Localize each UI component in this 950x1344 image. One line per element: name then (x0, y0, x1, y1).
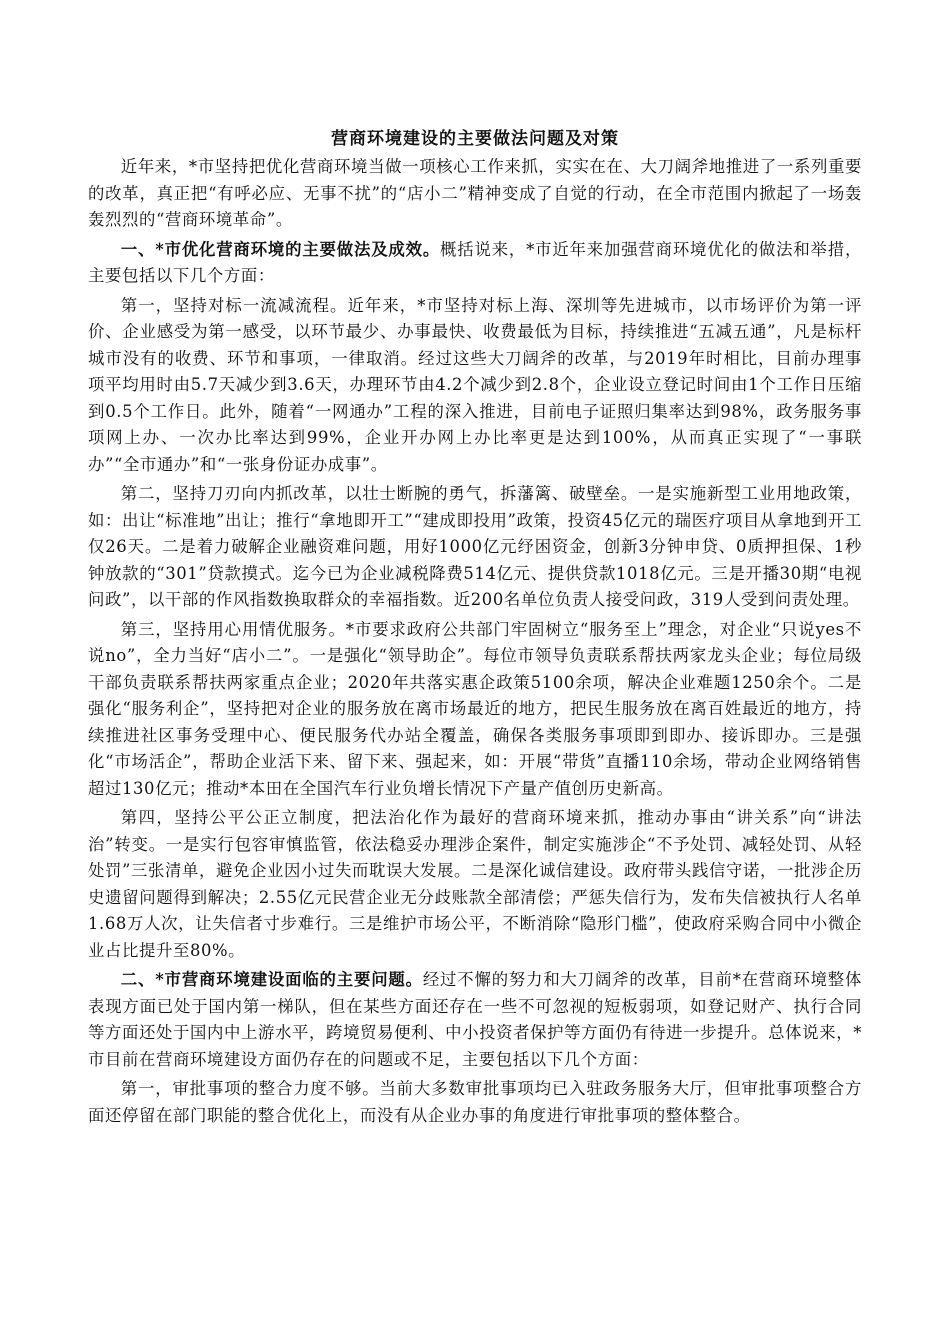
paragraph-text: 第三，坚持用心用情优服务。*市要求政府公共部门牢固树立“服务至上”理念，对企业“只说yes不说no”，全力当好“店小二”。一是强化“领导助企”。每位市领导负责联系帮扶两家龙头企业；每位局级干部负责联系帮扶两家重点企业；2020年共落实惠企政策5100余项，解决企业难题1250余个。二是强化“服务利企”，坚持把对企业的服务放在离市场最近的地方，把民生服务放在离百姓最近的地方，持续推进社区事务受理中心、便民服务代办站全覆盖，确保各类服务事项即到即办、接诉即办。三是强化“市场活企”，帮助企业活下来、留下来、强起来，如：开展“带货”直播110余场，带动企业网络销售超过130亿元；推动*本田在全国汽车行业负增长情况下产量产值创历史新高。 (88, 619, 862, 798)
paragraph-text: 近年来，*市坚持把优化营商环境当做一项核心工作来抓，实实在在、大刀阔斧地推进了一系列重要的改革，真正把“有呼必应、无事不扰”的“店小二”精神变成了自觉的行动，在全市范围内掀起了一场轰轰烈烈的“营商环境革命”。 (88, 157, 862, 229)
document-title: 营商环境建设的主要做法问题及对策 (331, 129, 619, 149)
paragraph-text: 经过不懈的努力和大刀阔斧的改革，目前*在营商环境整体表现方面已处于国内第一梯队，但在某些方面还存在一些不可忽视的短板弱项，如登记财产、执行合同等方面还处于国内中上游水平，跨境贸易便利、中小投资者保护等方面仍有待进一步提升。总体说来，*市目前在营商环境建设方面仍存在的问题或不足，主要包括以下几个方面： (88, 970, 862, 1069)
section-heading-lead: 一、*市优化营商环境的主要做法及成效。 (120, 239, 441, 259)
section-heading-lead: 二、*市营商环境建设面临的主要问题。 (120, 970, 423, 989)
paragraph-second-measure (88, 481, 862, 614)
paragraph-fourth-measure (88, 805, 862, 964)
document-page (88, 126, 862, 1132)
paragraph-text: 概括说来，*市近年来加强营商环境优化的做法和举措，主要包括以下几个方面： (88, 239, 862, 285)
section-heading-one (88, 237, 862, 290)
paragraph-text: 第四，坚持公平公正立制度，把法治化作为最好的营商环境来抓，推动办事由“讲关系”向“讲法治”转变。一是实行包容审慎监管，依法稳妥办理涉企案件，制定实施涉企“不予处罚、减轻处罚、从轻处罚”三张清单，避免企业因小过失而耽误大发展。二是深化诚信建设。政府带头践信守诺，一批涉企历史遗留问题得到解决；2.55亿元民营企业无分歧账款全部清偿；严惩失信行为，发布失信被执行人名单1.68万人次，让失信者寸步难行。三是维护市场公平，不断消除“隐形门槛”，使政府采购合同中小微企业占比提升至80%。 (88, 808, 862, 960)
paragraph-third-measure (88, 617, 862, 803)
paragraph-first-measure (88, 293, 862, 479)
paragraph-text: 第一，审批事项的整合力度不够。当前大多数审批事项均已入驻政务服务大厅，但审批事项整合方面还停留在部门职能的整合优化上，而没有从企业办事的角度进行审批事项的整体整合。 (88, 1079, 862, 1125)
paragraph-intro (88, 154, 862, 234)
paragraph-text: 第二，坚持刀刃向内抓改革，以壮士断腕的勇气，拆藩篱、破壁垒。一是实施新型工业用地政策，如：出让“标准地”出让；推行“拿地即开工”“建成即投用”政策，投资45亿元的瑞医疗项目从拿地到开工仅26天。二是着力破解企业融资难问题，用好1000亿元纾困资金，创新3分钟申贷、0质押担保、1秒钟放款的“301”贷款摸式。迄今已为企业减税降费514亿元、提供贷款1018亿元。三是开播30期“电视问政”，以干部的作风指数换取群众的幸福指数。近200名单位负责人接受问政，319人受到问责处理。 (88, 484, 862, 609)
paragraph-text: 第一，坚持对标一流减流程。近年来，*市坚持对标上海、深圳等先进城市，以市场评价为第一评价、企业感受为第一感受，以环节最少、办事最快、收费最低为目标，持续推进“五减五通”，凡是标杆城市没有的收费、环节和事项，一律取消。经过这些大刀阔斧的改革，与2019年时相比，目前办理事项平均用时由5.7天减少到3.6天，办理环节由4.2个减少到2.8个，企业设立登记时间由1个工作日压缩到0.5个工作日。此外，随着“一网通办”工程的深入推进，目前电子证照归集率达到98%，政务服务事项网上办、一次办比率达到99%，企业开办网上办比率更是达到100%，从而真正实现了“一事联办”“全市通办”和“一张身份证办成事”。 (88, 295, 862, 474)
paragraph-first-problem (88, 1076, 862, 1129)
section-heading-two (88, 967, 862, 1073)
